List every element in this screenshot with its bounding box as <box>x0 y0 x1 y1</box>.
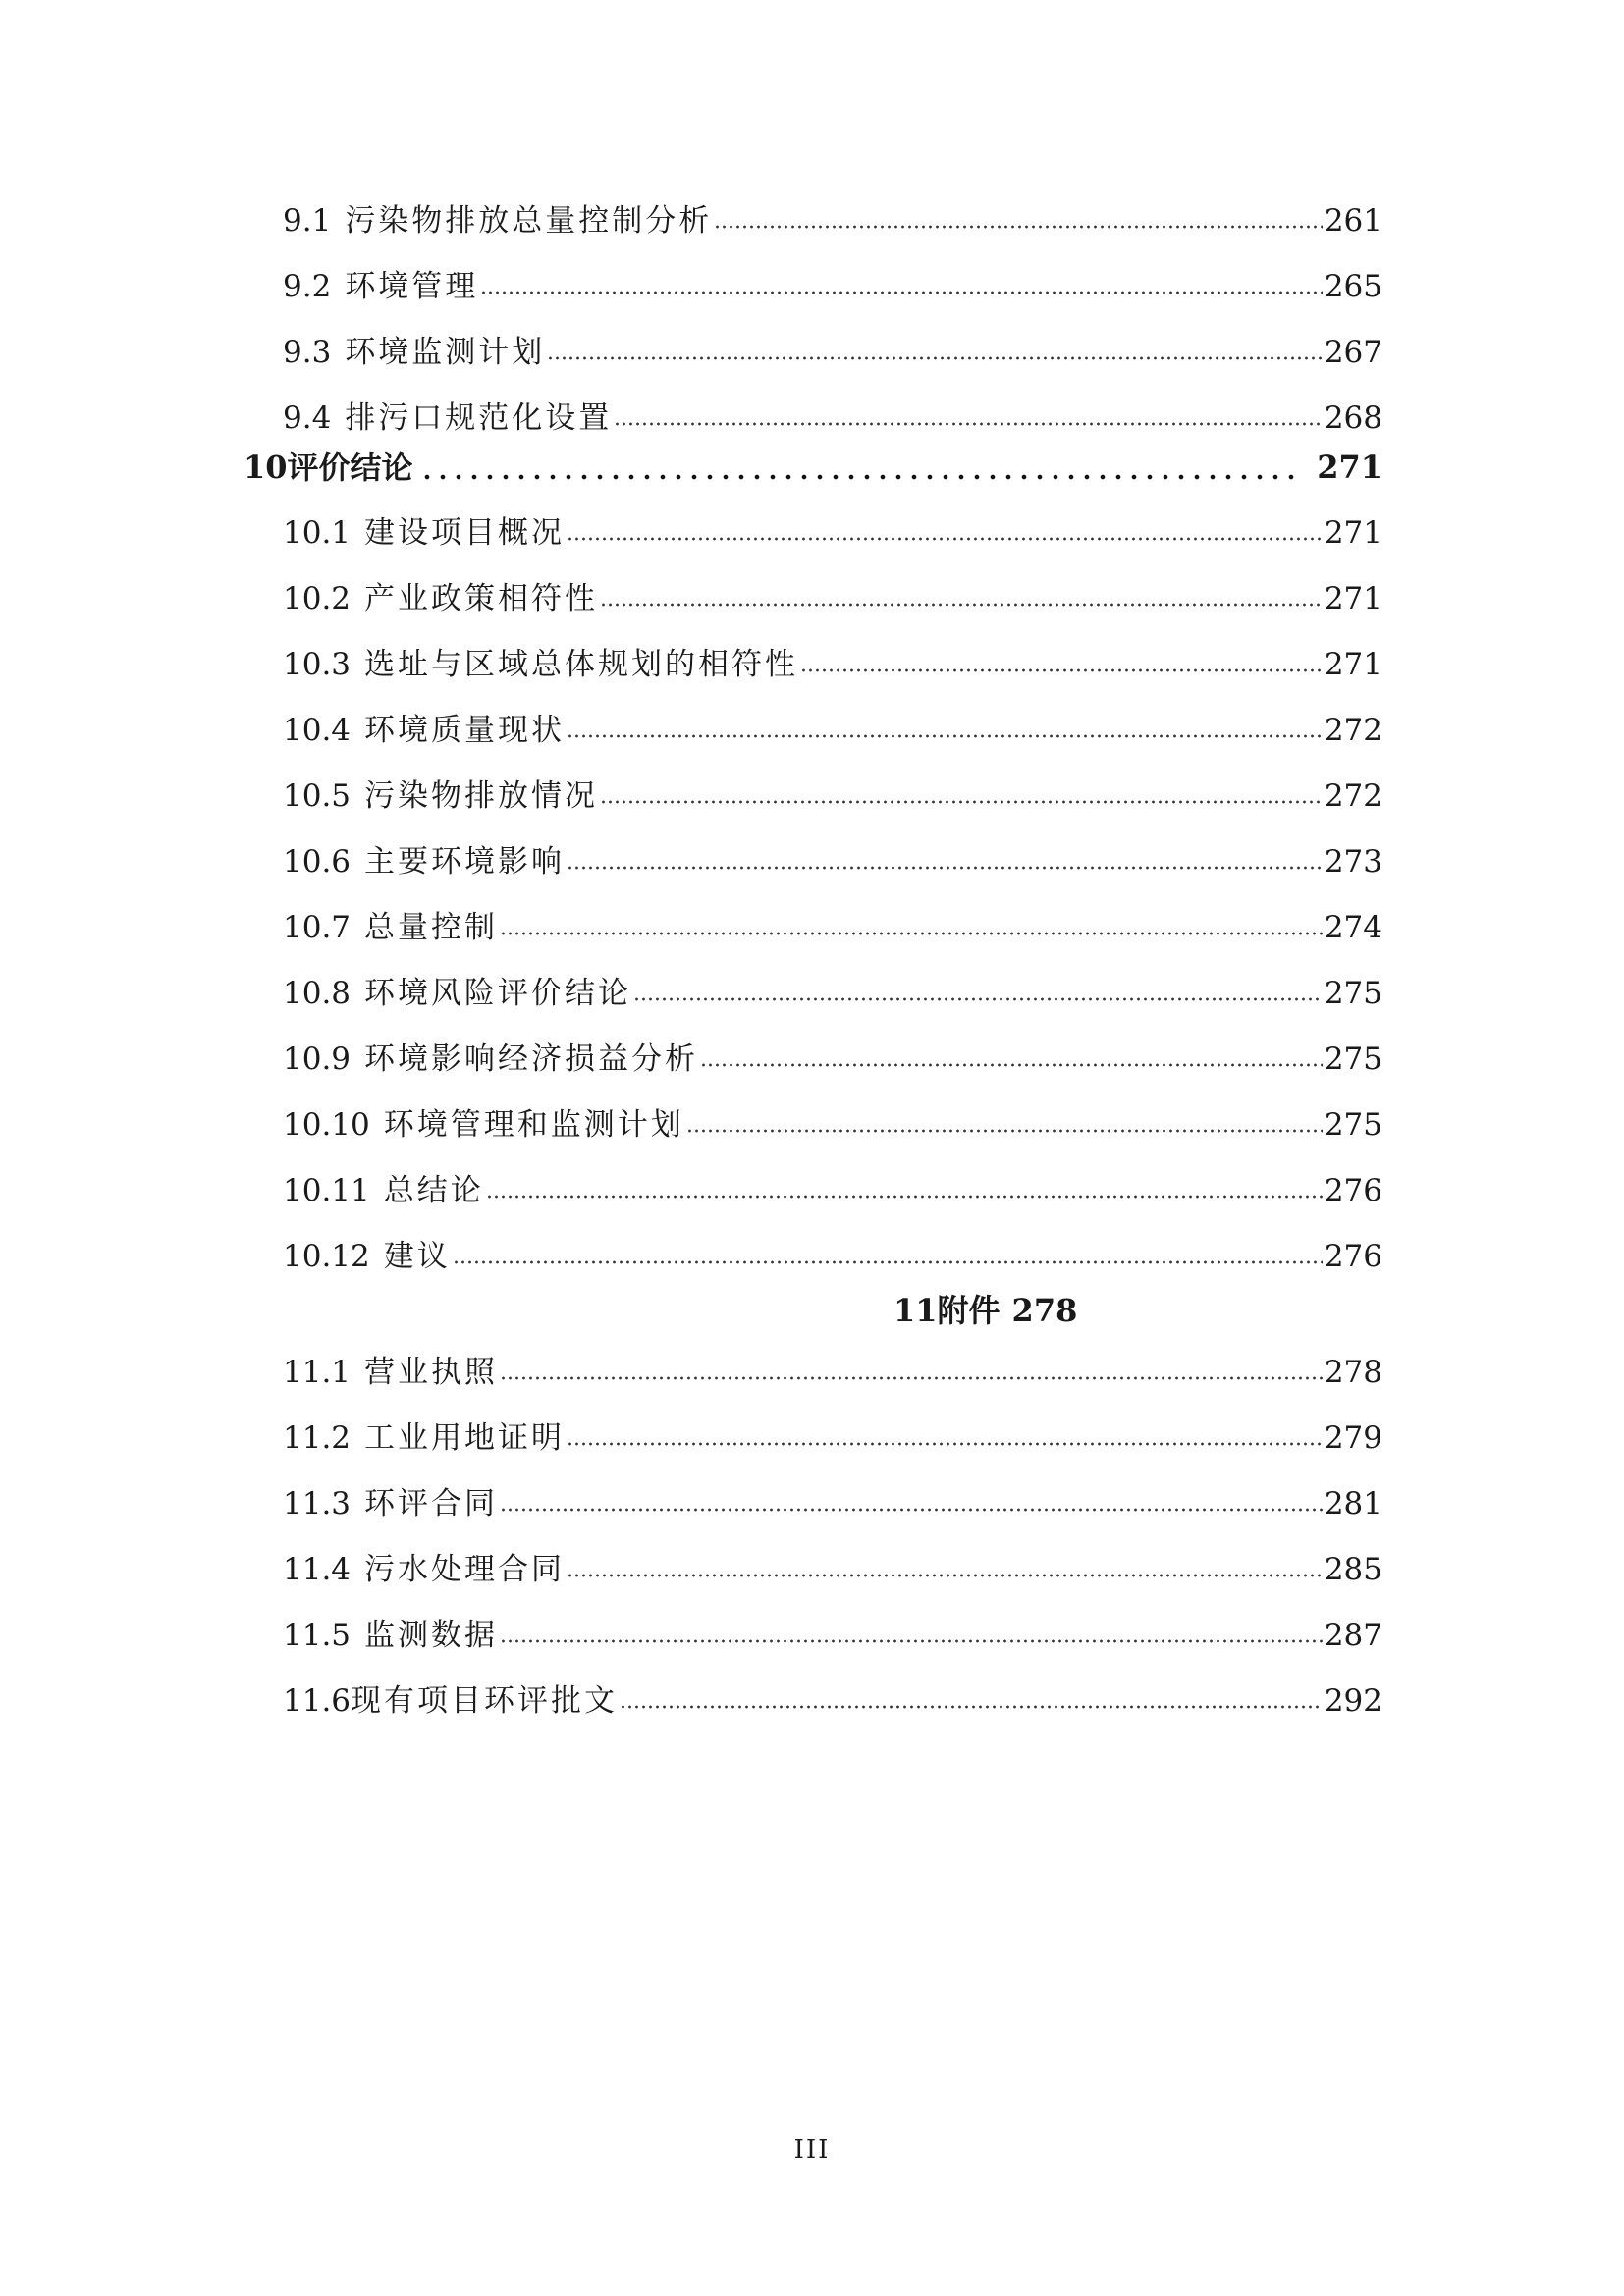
toc-chapter-11-page: 278 <box>1011 1292 1078 1329</box>
toc-dot-leader <box>567 731 1323 741</box>
toc-entry-title: 环境影响经济损益分析 <box>364 1041 699 1077</box>
toc-entry-title: 环境监测计划 <box>345 335 546 370</box>
toc-entry-page: 274 <box>1324 910 1382 945</box>
toc-entry-number: 11.4 <box>283 1552 352 1587</box>
toc-entry-number: 9.4 <box>283 400 332 436</box>
toc-chapter-11-label: 11附件 <box>893 1292 1001 1329</box>
toc-entry-page: 271 <box>1324 515 1382 551</box>
toc-entry-page: 271 <box>1317 449 1382 486</box>
toc-entry-title: 环境管理和监测计划 <box>383 1107 684 1143</box>
toc-row[interactable] <box>283 1479 1382 1528</box>
toc-entry-number: 11.5 <box>283 1618 352 1653</box>
toc-entry-page: 272 <box>1324 778 1382 814</box>
toc-entry-number: 10.3 <box>283 647 352 682</box>
toc-entry-label <box>283 1414 567 1463</box>
toc-entry-number: 10.9 <box>283 1041 352 1077</box>
toc-entry-title: 环境管理 <box>345 269 479 304</box>
toc-entry-title: 建设项目概况 <box>364 515 566 551</box>
toc-entry-title: 总量控制 <box>364 910 499 945</box>
toc-entry-page: 273 <box>1324 844 1382 880</box>
toc-dot-leader <box>547 353 1323 363</box>
toc-entry-label <box>283 837 567 886</box>
toc-entry-label <box>283 1479 500 1528</box>
toc-chapter-11-heading[interactable] <box>893 1286 1077 1335</box>
toc-entry-label <box>283 969 633 1018</box>
toc-entry-title: 污水处理合同 <box>364 1552 566 1587</box>
toc-row[interactable] <box>283 328 1382 377</box>
toc-entry-page: 275 <box>1324 1107 1382 1143</box>
toc-entry-number: 10.12 <box>283 1239 370 1274</box>
toc-entry-page: 265 <box>1324 269 1382 304</box>
toc-entry-page: 281 <box>1324 1486 1382 1522</box>
toc-dot-leader <box>480 288 1323 297</box>
toc-entry-label <box>283 1611 500 1660</box>
toc-entry-page: 268 <box>1324 400 1382 436</box>
toc-entry-page: 261 <box>1324 203 1382 239</box>
toc-entry-label <box>283 706 567 755</box>
toc-dot-leader <box>500 929 1323 938</box>
toc-entry-title: 污染物排放情况 <box>364 778 599 814</box>
toc-entry-label <box>283 1677 620 1726</box>
toc-entry-label <box>283 1166 486 1215</box>
toc-entry-number: 10.2 <box>283 581 352 616</box>
toc-entry-number: 10.4 <box>283 713 352 748</box>
toc-entry-title: 监测数据 <box>364 1618 499 1653</box>
toc-entry-number: 9.3 <box>283 335 332 370</box>
toc-entry-label <box>283 196 714 245</box>
toc-entry-number: 11.6 <box>283 1683 352 1719</box>
toc-entry-title: 环评合同 <box>364 1486 499 1522</box>
toc-entry-page: 272 <box>1324 713 1382 748</box>
toc-entry-label <box>283 772 600 821</box>
toc-entry-page: 275 <box>1324 976 1382 1011</box>
toc-chapter-row[interactable] <box>244 443 1382 492</box>
toc-row[interactable] <box>283 1677 1382 1726</box>
toc-row[interactable] <box>283 394 1382 443</box>
toc-entry-page: 275 <box>1324 1041 1382 1077</box>
toc-entry-number: 11.1 <box>283 1355 352 1390</box>
toc-entry-title: 营业执照 <box>364 1355 499 1390</box>
toc-dot-leader <box>600 797 1323 807</box>
toc-entry-label <box>283 1035 700 1084</box>
toc-entry-label <box>283 640 800 689</box>
toc-dot-leader <box>419 472 1298 482</box>
toc-entry-label <box>283 328 547 377</box>
toc-dot-leader <box>567 1571 1323 1580</box>
toc-entry-title: 产业政策相符性 <box>364 581 599 616</box>
toc-entry-page: 287 <box>1324 1618 1382 1653</box>
toc-dot-leader <box>500 1636 1323 1646</box>
toc-dot-leader <box>700 1060 1323 1070</box>
toc-row[interactable] <box>283 772 1382 821</box>
toc-entry-number: 10 <box>244 449 288 486</box>
toc-row[interactable] <box>283 706 1382 755</box>
toc-row[interactable] <box>283 1348 1382 1397</box>
toc-row[interactable] <box>283 1100 1382 1149</box>
toc-entry-number: 10.6 <box>283 844 352 880</box>
toc-entry-label <box>244 443 415 492</box>
toc-entry-title: 工业用地证明 <box>364 1420 566 1456</box>
toc-dot-leader <box>567 534 1323 544</box>
toc-entry-label <box>283 574 600 623</box>
toc-dot-leader <box>614 419 1323 429</box>
toc-entry-title: 环境质量现状 <box>364 713 566 748</box>
toc-entry-number: 11.3 <box>283 1486 352 1522</box>
toc-dot-leader <box>486 1192 1323 1201</box>
toc-entry-label <box>283 1348 500 1397</box>
toc-entry-title: 评价结论 <box>287 449 413 486</box>
toc-entry-number: 10.10 <box>283 1107 370 1143</box>
toc-row[interactable] <box>283 640 1382 689</box>
toc-dot-leader <box>567 1439 1323 1449</box>
toc-entry-title: 排污口规范化设置 <box>345 400 613 436</box>
toc-row[interactable] <box>283 969 1382 1018</box>
toc-dot-leader <box>500 1373 1323 1383</box>
toc-entry-page: 271 <box>1324 581 1382 616</box>
toc-row[interactable] <box>283 574 1382 623</box>
toc-dot-leader <box>453 1257 1323 1267</box>
toc-entry-page: 276 <box>1324 1239 1382 1274</box>
toc-entry-page: 285 <box>1324 1552 1382 1587</box>
toc-dot-leader <box>620 1702 1323 1712</box>
toc-entry-page: 271 <box>1324 647 1382 682</box>
toc-entry-page: 267 <box>1324 335 1382 370</box>
toc-row[interactable] <box>283 1166 1382 1215</box>
toc-entry-number: 9.1 <box>283 203 332 239</box>
toc-dot-leader <box>686 1126 1323 1136</box>
toc-entry-title: 选址与区域总体规划的相符性 <box>364 647 799 682</box>
toc-row[interactable] <box>283 1414 1382 1463</box>
toc-row[interactable] <box>283 1232 1382 1281</box>
toc-entry-title: 总结论 <box>383 1173 484 1208</box>
toc-entry-label <box>283 903 500 952</box>
toc-row[interactable] <box>283 1035 1382 1084</box>
toc-entry-number: 10.7 <box>283 910 352 945</box>
toc-entry-number: 10.5 <box>283 778 352 814</box>
toc-entry-page: 279 <box>1324 1420 1382 1456</box>
toc-row[interactable] <box>283 262 1382 311</box>
toc-entry-number: 9.2 <box>283 269 332 304</box>
toc-row[interactable] <box>283 837 1382 886</box>
toc-dot-leader <box>567 863 1323 873</box>
toc-entry-label <box>283 1100 686 1149</box>
toc-entry-number: 10.11 <box>283 1173 370 1208</box>
toc-dot-leader <box>500 1505 1323 1515</box>
toc-entry-number: 10.1 <box>283 515 352 551</box>
toc-row[interactable] <box>283 508 1382 558</box>
toc-entry-label <box>283 1232 453 1281</box>
toc-entry-page: 292 <box>1324 1683 1382 1719</box>
toc-row[interactable] <box>283 1545 1382 1594</box>
toc-entry-title: 污染物排放总量控制分析 <box>345 203 713 239</box>
toc-entry-title: 主要环境影响 <box>364 844 566 880</box>
toc-row[interactable] <box>283 1611 1382 1660</box>
toc-dot-leader <box>633 994 1323 1004</box>
toc-row[interactable] <box>283 903 1382 952</box>
toc-entry-number: 11.2 <box>283 1420 352 1456</box>
toc-entry-label <box>283 262 480 311</box>
page-footer-number: III <box>793 2135 831 2164</box>
toc-dot-leader <box>714 222 1323 232</box>
toc-entry-number: 10.8 <box>283 976 352 1011</box>
toc-entry-label <box>283 508 567 558</box>
toc-entry-page: 278 <box>1324 1355 1382 1390</box>
toc-dot-leader <box>800 666 1323 675</box>
toc-entry-title: 现有项目环评批文 <box>351 1683 619 1719</box>
toc-entry-title: 建议 <box>383 1239 451 1274</box>
toc-row[interactable] <box>283 196 1382 245</box>
toc-entry-label <box>283 1545 567 1594</box>
toc-dot-leader <box>600 600 1323 610</box>
toc-entry-title: 环境风险评价结论 <box>364 976 632 1011</box>
toc-entry-label <box>283 394 614 443</box>
toc-entry-page: 276 <box>1324 1173 1382 1208</box>
